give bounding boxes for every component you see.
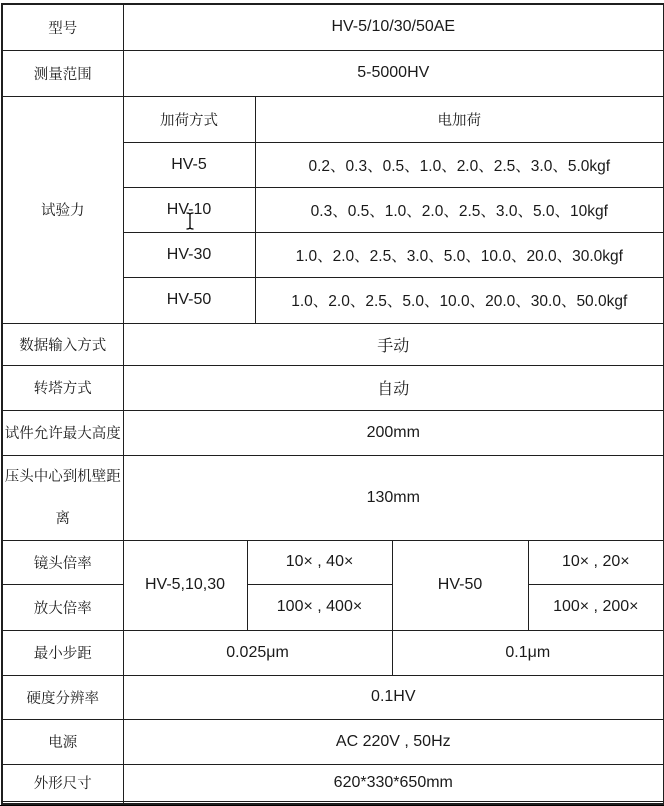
force-label: 试验力 bbox=[2, 96, 123, 323]
throat-value: 130mm bbox=[123, 455, 664, 540]
range-label: 测量范围 bbox=[2, 50, 123, 96]
resolution-value: 0.1HV bbox=[123, 675, 664, 719]
spec-table bbox=[1, 3, 664, 805]
max-height-label: 试件允许最大高度 bbox=[2, 410, 123, 455]
throat-label: 压头中心到机壁距离 bbox=[2, 455, 123, 540]
power-label: 电源 bbox=[2, 719, 123, 764]
dimensions-label: 外形尺寸 bbox=[2, 764, 123, 801]
force-row-values: 1.0、2.0、2.5、5.0、10.0、20.0、30.0、50.0kgf bbox=[255, 277, 664, 323]
turret-value: 自动 bbox=[123, 365, 664, 410]
partial-row-cell bbox=[2, 801, 123, 804]
optics-group2-mag: 100× , 200× bbox=[528, 584, 664, 630]
optics-group1-lens: 10× , 40× bbox=[247, 540, 392, 584]
min-step-value-1: 0.025μm bbox=[123, 630, 392, 675]
model-label: 型号 bbox=[2, 4, 123, 50]
force-row-model: HV-5 bbox=[123, 142, 255, 187]
partial-row-cell bbox=[123, 801, 664, 804]
optics-group2-lens: 10× , 20× bbox=[528, 540, 664, 584]
turret-label: 转塔方式 bbox=[2, 365, 123, 410]
spec-page bbox=[0, 3, 664, 806]
optics-group1-model: HV-5,10,30 bbox=[123, 540, 247, 630]
force-mode-header: 加荷方式 bbox=[123, 96, 255, 142]
range-value: 5-5000HV bbox=[123, 50, 664, 96]
model-value: HV-5/10/30/50AE bbox=[123, 4, 664, 50]
force-row-model: HV-50 bbox=[123, 277, 255, 323]
min-step-value-2: 0.1μm bbox=[392, 630, 664, 675]
optics-group1-mag: 100× , 400× bbox=[247, 584, 392, 630]
data-input-value: 手动 bbox=[123, 323, 664, 365]
min-step-label: 最小步距 bbox=[2, 630, 123, 675]
force-row-model: HV-10 bbox=[123, 187, 255, 232]
data-input-label: 数据输入方式 bbox=[2, 323, 123, 365]
lens-ratio-label: 镜头倍率 bbox=[2, 540, 123, 584]
magnification-label: 放大倍率 bbox=[2, 584, 123, 630]
max-height-value: 200mm bbox=[123, 410, 664, 455]
optics-group2-model: HV-50 bbox=[392, 540, 528, 630]
force-type-header: 电加荷 bbox=[255, 96, 664, 142]
power-value: AC 220V , 50Hz bbox=[123, 719, 664, 764]
force-row-values: 0.3、0.5、1.0、2.0、2.5、3.0、5.0、10kgf bbox=[255, 187, 664, 232]
force-row-values: 1.0、2.0、2.5、3.0、5.0、10.0、20.0、30.0kgf bbox=[255, 232, 664, 277]
dimensions-value: 620*330*650mm bbox=[123, 764, 664, 801]
force-row-model: HV-30 bbox=[123, 232, 255, 277]
resolution-label: 硬度分辨率 bbox=[2, 675, 123, 719]
force-row-values: 0.2、0.3、0.5、1.0、2.0、2.5、3.0、5.0kgf bbox=[255, 142, 664, 187]
